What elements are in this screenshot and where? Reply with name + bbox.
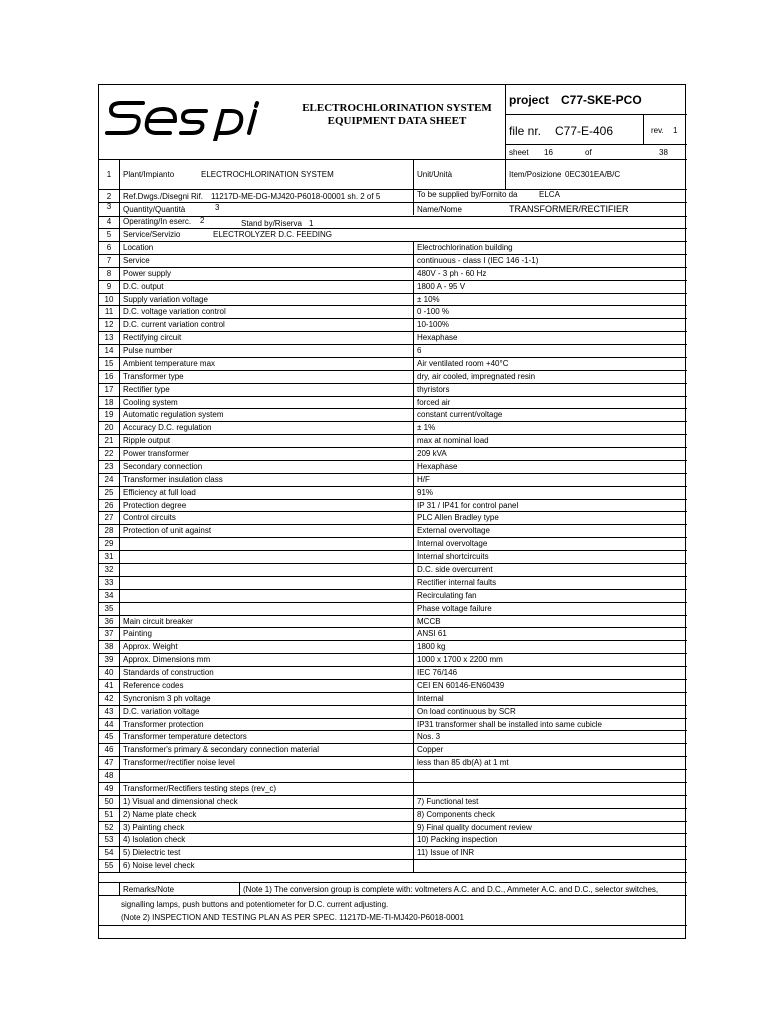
row-label: 2) Name plate check [123, 809, 197, 819]
row-number: 34 [104, 590, 114, 600]
row-value: 11) Issue of INR [417, 848, 475, 858]
row-value: 1000 x 1700 x 2200 mm [417, 655, 503, 665]
name-value: TRANSFORMER/RECTIFIER [509, 204, 629, 214]
row-number: 13 [104, 333, 114, 343]
row-number: 17 [104, 384, 114, 394]
table-row [99, 627, 687, 640]
table-row [99, 267, 687, 280]
table-row [99, 511, 687, 524]
row-number: 54 [104, 848, 114, 858]
row-value: Hexaphase [417, 333, 458, 343]
rev-value: 1 [673, 126, 678, 135]
row-number: 6 [106, 243, 112, 252]
row-label: Service [123, 255, 150, 265]
row-number: 18 [104, 397, 114, 407]
row-number: 41 [104, 680, 114, 690]
row-number: 51 [104, 809, 114, 819]
rev-label: rev. [651, 126, 664, 135]
remarks-note-1: (Note 1) The conversion group is complete with: voltmeters A.C. and D.C., Ammeter A.C. and D.C., selector switches, [243, 885, 659, 894]
row-number: 46 [104, 745, 114, 755]
row-value: IP31 transformer shall be installed into same cubicle [417, 719, 602, 729]
row-label: Transformer temperature detectors [123, 732, 247, 742]
row-label: Transformer insulation class [123, 474, 223, 484]
table-row [99, 615, 687, 628]
table-row [99, 370, 687, 383]
row-number: 2 [106, 192, 112, 201]
row-label: Location [123, 243, 154, 252]
row-value: Copper [417, 745, 444, 755]
unit-label: Unit/Unità [417, 170, 453, 179]
row-value: Hexaphase [417, 461, 458, 471]
table-row [99, 859, 687, 872]
row-label: Pulse number [123, 346, 173, 356]
row-label: Rectifier type [123, 384, 170, 394]
table-row [99, 576, 687, 589]
row-number: 25 [104, 487, 114, 497]
row-label: Automatic regulation system [123, 410, 224, 420]
row-label: Approx. Weight [123, 642, 178, 652]
of-label: of [585, 148, 592, 157]
item-value: 0EC301EA/B/C [565, 170, 621, 179]
name-label: Name/Nome [417, 205, 462, 214]
row-number: 1 [106, 170, 112, 179]
row-label: Painting [123, 629, 152, 639]
row-number: 50 [104, 796, 114, 806]
row-value: IEC 76/146 [417, 668, 458, 678]
table-row [99, 421, 687, 434]
row-label: 4) Isolation check [123, 835, 186, 845]
row-label: D.C. current variation control [123, 320, 225, 330]
standby-label: Stand by/Riserva [241, 219, 302, 228]
table-row [99, 705, 687, 718]
row-value: External overvoltage [417, 526, 490, 536]
row-label: 3) Painting check [123, 822, 185, 832]
row-label: Rectifying circuit [123, 333, 182, 343]
row-number: 7 [106, 255, 112, 265]
row-label: Standards of construction [123, 668, 214, 678]
row-number: 11 [104, 307, 114, 317]
table-row [99, 782, 687, 795]
operating-label: Operating/In eserc. [123, 217, 192, 226]
row-number: 49 [104, 783, 114, 793]
table-row [99, 473, 687, 486]
logo-text: SESPI [105, 139, 108, 140]
row-number: 4 [106, 217, 112, 226]
row-number: 35 [104, 603, 114, 613]
row-label: Efficiency at full load [123, 487, 196, 497]
standby-value: 1 [309, 219, 314, 228]
row-number: 9 [106, 281, 112, 291]
row-label: 6) Noise level check [123, 861, 195, 871]
row-number: 40 [104, 668, 114, 678]
row-label: Syncronism 3 ph voltage [123, 693, 211, 703]
table-row [99, 550, 687, 563]
row-label: Transformer/Rectifiers testing steps (rev_c) [123, 783, 277, 793]
table-row [99, 254, 687, 267]
row-number: 36 [104, 616, 114, 626]
row-value: 1800 A - 95 V [417, 281, 466, 291]
row-label: Main circuit breaker [123, 616, 193, 626]
row-number: 21 [104, 436, 114, 446]
row-value: 480V - 3 ph - 60 Hz [417, 268, 487, 278]
table-row [99, 280, 687, 293]
table-row [99, 756, 687, 769]
row-value: continuous - class I (IEC 146 -1-1) [417, 255, 539, 265]
row-label: 1) Visual and dimensional check [123, 796, 238, 806]
row-label: Reference codes [123, 680, 184, 690]
table-row [99, 833, 687, 846]
quantity-label: Quantity/Quantità [123, 205, 186, 214]
row-value: On load continuous by SCR [417, 706, 516, 716]
row-number: 42 [104, 693, 114, 703]
table-row [99, 447, 687, 460]
row-number: 39 [104, 655, 114, 665]
row-label: D.C. variation voltage [123, 706, 200, 716]
row-number: 16 [104, 371, 114, 381]
row-value: Air ventilated room +40°C [417, 358, 509, 368]
row-number: 33 [104, 577, 114, 587]
table-row [99, 808, 687, 821]
remarks-label: Remarks/Note [123, 885, 175, 894]
row-value: 6 [417, 346, 422, 356]
row-value: IP 31 / IP41 for control panel [417, 500, 519, 510]
table-row [99, 602, 687, 615]
row-value: 1800 kg [417, 642, 446, 652]
row-number: 55 [104, 861, 114, 871]
table-row [99, 434, 687, 447]
row-value: dry, air cooled, impregnated resin [417, 371, 536, 381]
row-number: 29 [104, 539, 114, 549]
table-row [99, 589, 687, 602]
table-row [99, 563, 687, 576]
row-value: Internal overvoltage [417, 539, 488, 549]
file-value: C77-E-406 [555, 124, 614, 138]
row-number: 37 [104, 629, 114, 639]
row-label: Protection degree [123, 500, 187, 510]
row-value: 91% [417, 487, 434, 497]
row-value: Nos. 3 [417, 732, 441, 742]
row-label: Control circuits [123, 513, 176, 523]
row-value: Rectifier internal faults [417, 577, 497, 587]
row-label: Transformer's primary & secondary connection material [123, 745, 319, 755]
sheet-value: 16 [544, 148, 553, 157]
row-value: less than 85 db(A) at 1 mt [417, 758, 509, 768]
row-label: Accuracy D.C. regulation [123, 423, 212, 433]
row-number: 48 [104, 771, 114, 781]
file-label: file nr. [509, 124, 542, 138]
table-row [99, 821, 687, 834]
row-value: 9) Final quality document review [417, 822, 532, 832]
row-number: 44 [104, 719, 114, 729]
row-value: max at nominal load [417, 436, 489, 446]
table-row [99, 640, 687, 653]
table-row [99, 718, 687, 731]
table-row [99, 524, 687, 537]
row-label: Approx. Dimensions mm [123, 655, 211, 665]
row-value: Internal [417, 693, 444, 703]
table-row [99, 293, 687, 306]
row-number: 43 [104, 706, 114, 716]
row-number: 38 [104, 642, 114, 652]
row-number: 20 [104, 423, 114, 433]
data-sheet [98, 84, 686, 939]
table-row [99, 692, 687, 705]
item-label: Item/Posizione [509, 170, 562, 179]
row-label: Protection of unit against [123, 526, 212, 536]
row-number: 8 [106, 268, 112, 278]
row-label: D.C. output [123, 281, 164, 291]
row-value: Recirculating fan [417, 590, 477, 600]
row-label: Transformer type [123, 371, 184, 381]
row-number: 15 [104, 358, 114, 368]
ref-dwgs-value: 11217D-ME-DG-MJ420-P6018-00001 sh. 2 of 5 [211, 192, 381, 201]
quantity-value: 3 [215, 203, 220, 212]
row-number: 32 [104, 565, 114, 574]
row-value: 7) Functional test [417, 796, 479, 806]
supplied-by-value: ELCA [539, 190, 560, 199]
row-label: 5) Dielectric test [123, 848, 181, 858]
row-value: CEI EN 60146-EN60439 [417, 680, 505, 690]
table-row [99, 318, 687, 331]
row-number: 14 [104, 346, 114, 356]
table-row [99, 537, 687, 550]
row-label: Power supply [123, 268, 172, 278]
row-number: 47 [104, 758, 114, 768]
row-number: 19 [104, 410, 114, 420]
row-value: Internal shortcircuits [417, 552, 489, 562]
row-label: Transformer/rectifier noise level [123, 758, 235, 768]
row-value: ANSI 61 [417, 629, 447, 639]
remarks-note-2: (Note 2) INSPECTION AND TESTING PLAN AS PER SPEC. 11217D-ME-TI-MJ420-P6018-0001 [121, 913, 464, 922]
table-row [99, 305, 687, 318]
table-row [99, 653, 687, 666]
row-label: Secondary connection [123, 461, 203, 471]
supplied-by-label: To be supplied by/Fornito da [417, 190, 518, 199]
row-value: ± 10% [417, 294, 440, 304]
remarks-note-1-continued: signalling lamps, push buttons and potentiometer for D.C. current adjusting. [121, 900, 389, 909]
project-value: C77-SKE-PCO [561, 93, 642, 107]
table-row [99, 499, 687, 512]
table-row [99, 743, 687, 756]
table-row [99, 795, 687, 808]
table-row [99, 241, 687, 254]
document-title-line2: EQUIPMENT DATA SHEET [327, 115, 467, 127]
table-row [99, 769, 687, 782]
operating-value: 2 [200, 216, 205, 225]
row-label: Ambient temperature max [123, 358, 216, 368]
table-row [99, 396, 687, 409]
row-value: 8) Components check [417, 809, 495, 819]
table-row [99, 357, 687, 370]
row-value: D.C. side overcurrent [417, 565, 493, 574]
row-number: 26 [104, 500, 114, 510]
row-label: Cooling system [123, 397, 178, 407]
row-number: 45 [104, 732, 114, 742]
table-row [99, 383, 687, 396]
table-row [99, 460, 687, 473]
row-label: Power transformer [123, 449, 189, 459]
table-row [99, 344, 687, 357]
row-label: Transformer protection [123, 719, 204, 729]
row-value: H/F [417, 474, 430, 484]
row-number: 10 [104, 294, 114, 304]
table-row [99, 486, 687, 499]
service-label: Service/Servizio [123, 230, 181, 239]
plant-value: ELECTROCHLORINATION SYSTEM [201, 170, 334, 179]
row-label: Supply variation voltage [123, 294, 208, 304]
table-row [99, 679, 687, 692]
document-title-line1: ELECTROCHLORINATION SYSTEM [302, 102, 492, 114]
table-row [99, 730, 687, 743]
row-value: forced air [417, 397, 451, 407]
row-label: D.C. voltage variation control [123, 307, 226, 317]
ref-dwgs-label: Ref.Dwgs./Disegni Rif. [123, 192, 204, 201]
table-row [99, 846, 687, 859]
row-number: 3 [106, 202, 112, 211]
plant-label: Plant/Impianto [123, 170, 175, 179]
row-value: Phase voltage failure [417, 603, 492, 613]
row-value: 10) Packing inspection [417, 835, 498, 845]
of-value: 38 [659, 148, 668, 157]
row-value: ± 1% [417, 423, 436, 433]
table-row [99, 666, 687, 679]
row-number: 52 [104, 822, 114, 832]
row-number: 31 [104, 552, 114, 562]
row-number: 22 [104, 449, 114, 459]
row-number: 5 [106, 230, 112, 239]
table-row [99, 408, 687, 421]
row-value: thyristors [417, 384, 450, 394]
row-number: 12 [104, 320, 114, 330]
row-value: Electrochlorination building [417, 243, 513, 252]
table-row [99, 331, 687, 344]
row-number: 24 [104, 474, 114, 484]
row-value: 209 kVA [417, 449, 447, 459]
row-value: MCCB [417, 616, 441, 626]
row-value: 10-100% [417, 320, 450, 330]
row-number: 28 [104, 526, 114, 536]
row-number: 53 [104, 835, 114, 845]
row-number: 27 [104, 513, 114, 523]
sheet-label: sheet [509, 148, 529, 157]
project-label: project [509, 93, 550, 107]
row-value: PLC Allen Bradley type [417, 513, 499, 523]
row-label: Ripple output [123, 436, 171, 446]
row-value: 0 -100 % [417, 307, 450, 317]
row-value: constant current/voltage [417, 410, 503, 420]
service-value: ELECTROLYZER D.C. FEEDING [213, 230, 332, 239]
sespi-logo [105, 95, 275, 141]
row-number: 23 [104, 461, 114, 471]
